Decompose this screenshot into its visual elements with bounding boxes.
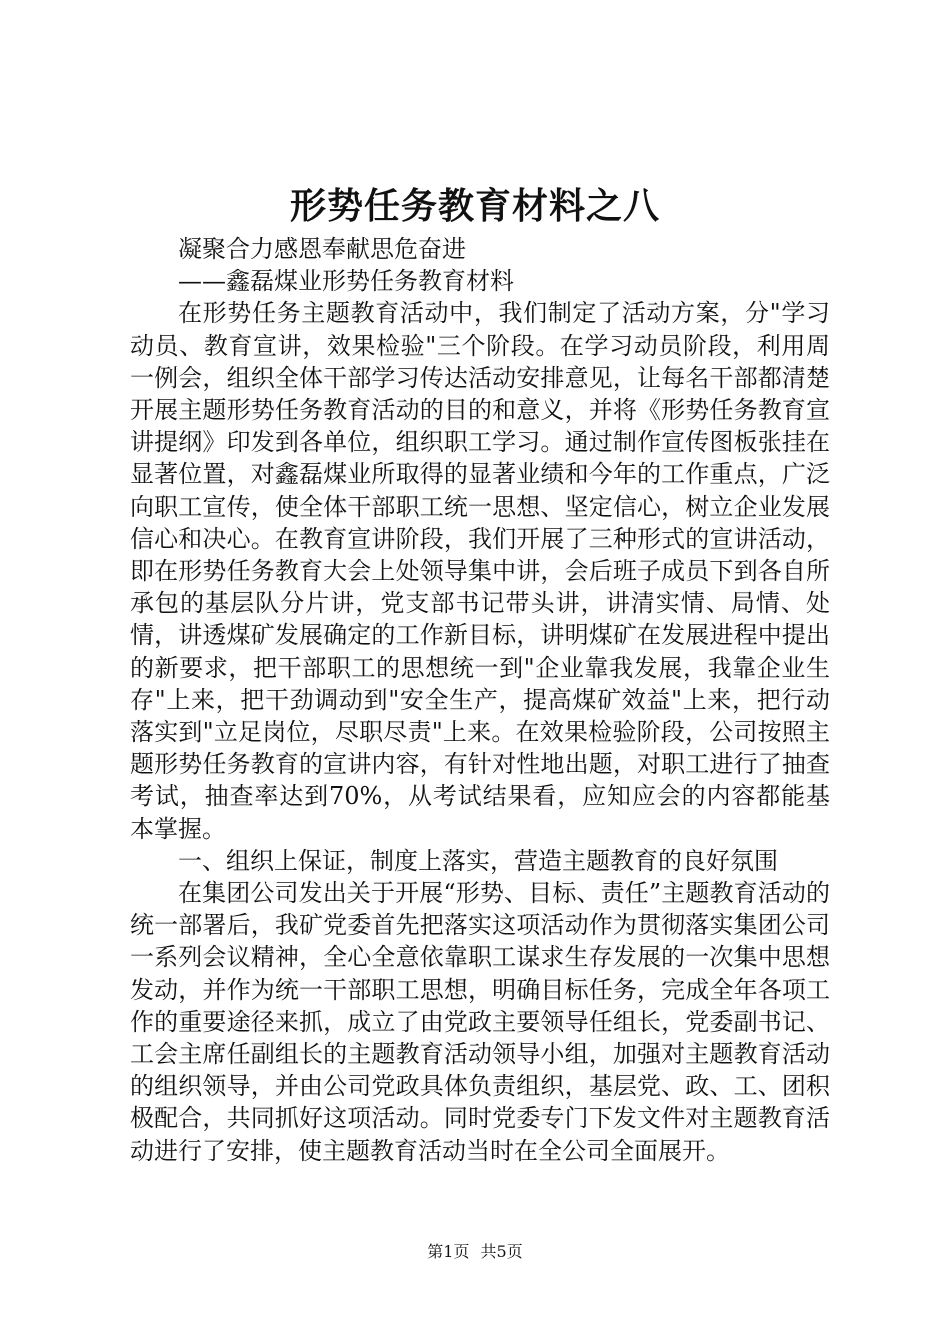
paragraph-section-1: 在集团公司发出关于开展“形势、目标、责任”主题教育活动的统一部署后，我矿党委首先把落实这项活动作为贯彻落实集团公司一系列会议精神，全心全意依靠职工谋求生存发展的一次集中思想发动，并作为统一干部职工思想，明确目标任务，完成全年各项工作的重要途径来抓，成立了由党政主要领导任组长，党委副书记、工会主席任副组长的主题教育活动领导小组，加强对主题教育活动的组织领导，并由公司党政具体负责组织，基层党、政、工、团积极配合，共同抓好这项活动。同时党委专门下发文件对主题教育活动进行了安排，使主题教育活动当时在全公司全面展开。 bbox=[130, 879, 830, 1165]
section-heading-1: 一、组织上保证，制度上落实，营造主题教育的良好氛围 bbox=[178, 846, 778, 875]
subtitle-line-1: 凝聚合力感恩奉献思危奋进 bbox=[178, 235, 466, 263]
page-footer bbox=[0, 1241, 950, 1263]
document-title: 形势任务教育材料之八 bbox=[289, 185, 660, 227]
page-number-total: 共5页 bbox=[480, 1242, 523, 1261]
paragraph-intro: 在形势任务主题教育活动中，我们制定了活动方案，分"学习动员、教育宣讲，效果检验"三个阶段。在学习动员阶段，利用周一例会，组织全体干部学习传达活动安排意见，让每名干部都清楚开展主题形势任务教育活动的目的和意义，并将《形势任务教育宣讲提纲》印发到各单位，组织职工学习。通过制作宣传图板张挂在显著位置，对鑫磊煤业所取得的显著业绩和今年的工作重点，广泛向职工宣传，使全体干部职工统一思想、坚定信心，树立企业发展信心和决心。在教育宣讲阶段，我们开展了三种形式的宣讲活动，即在形势任务教育大会上处领导集中讲，会后班子成员下到各自所承包的基层队分片讲，党支部书记带头讲，讲清实情、局情、处情，讲透煤矿发展确定的工作新目标，讲明煤矿在发展进程中提出的新要求，把干部职工的思想统一到"企业靠我发展，我靠企业生存"上来，把干劲调动到"安全生产，提高煤矿效益"上来，把行动落实到"立足岗位，尽职尽责"上来。在效果检验阶段，公司按照主题形势任务教育的宣讲内容，有针对性地出题，对职工进行了抽查考试，抽查率达到70%，从考试结果看，应知应会的内容都能基本掌握。 bbox=[130, 299, 830, 843]
page-number-current: 第1页 bbox=[427, 1242, 470, 1261]
document-body bbox=[130, 233, 830, 1167]
subtitle-line-2: ——鑫磊煤业形势任务教育材料 bbox=[178, 267, 514, 296]
